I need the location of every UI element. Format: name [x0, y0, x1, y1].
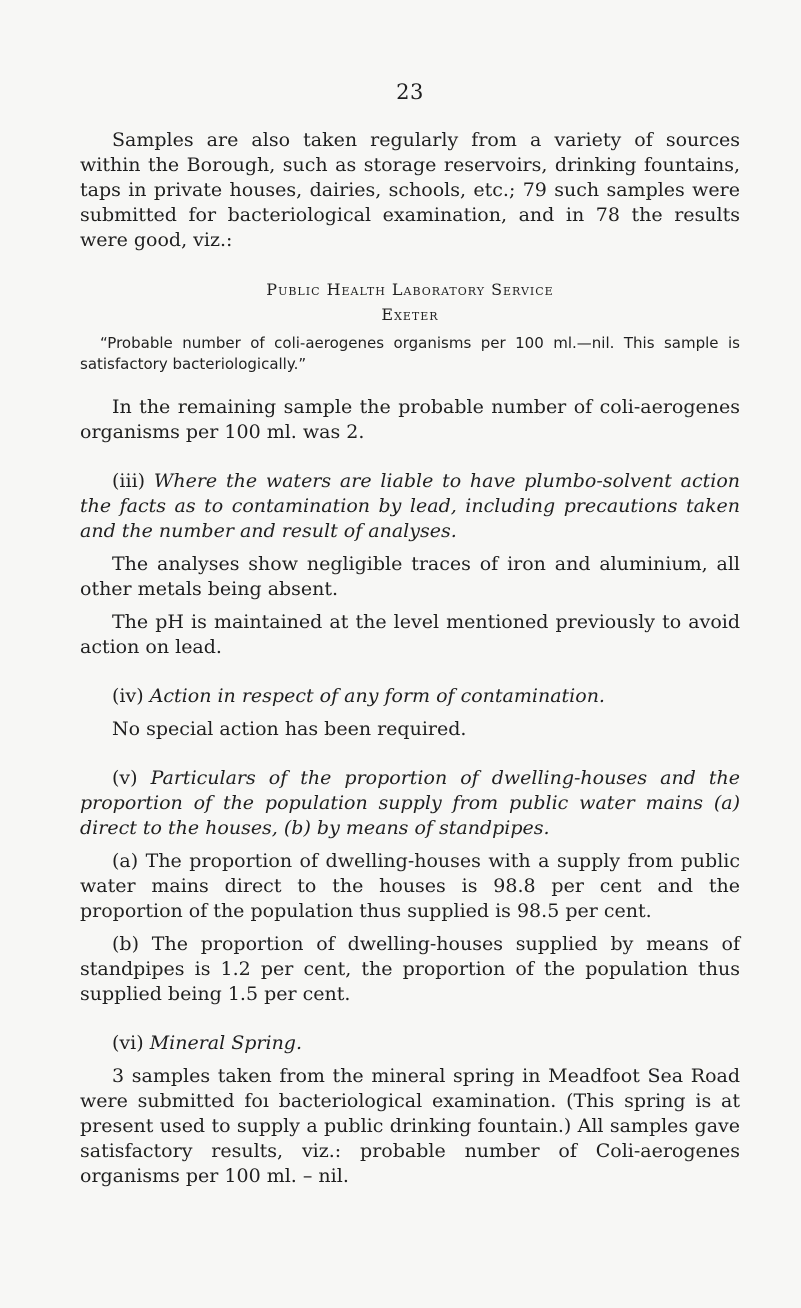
section-iii-paragraph-2: The pH is maintained at the level mentioned previously to avoid action on lead. — [80, 611, 740, 658]
section-iii-heading — [80, 469, 740, 544]
section-iii-label: (iii) — [112, 470, 146, 492]
section-vi-title: Mineral Spring. — [149, 1032, 303, 1054]
section-v-heading — [80, 766, 740, 841]
section-iv-paragraph: No special action has been required. — [112, 718, 467, 740]
page-number: 23 — [396, 80, 424, 104]
section-iv-label: (iv) — [112, 685, 144, 707]
section-vi-paragraph: 3 samples taken from the mineral spring in Meadfoot Sea Road were submitted foı bacteriological examination. (This spring is at present used to supply a public drinking fountain.) All samples gave satisfactory results, viz.: probable number of Coli-aerogenes organisms per 100 ml. – nil. — [80, 1065, 740, 1187]
laboratory-title: Public Health Laboratory Service — [266, 280, 554, 299]
section-vi-heading — [80, 1031, 740, 1056]
section-iv-heading — [80, 684, 740, 709]
section-v-paragraph-a: (a) The proportion of dwelling-houses with a supply from public water mains direct to the houses is 98.8 per cent and the proportion of the population thus supplied is 98.5 per cent. — [80, 850, 740, 922]
section-iv-title: Action in respect of any form of contamination. — [149, 685, 605, 707]
section-vi-label: (vi) — [112, 1032, 144, 1054]
remaining-sample-paragraph: In the remaining sample the probable number of coli-aerogenes organisms per 100 ml. was 2. — [80, 396, 740, 443]
section-iii-title: Where the waters are liable to have plumbo-solvent action the facts as to contamination by lead, including precautions taken and the number and result of analyses. — [80, 470, 740, 542]
intro-paragraph: Samples are also taken regularly from a variety of sources within the Borough, such as storage reservoirs, drinking fountains, taps in private houses, dairies, schools, etc.; 79 such samples were submitted for bacteriological examination, and in 78 the results were good, viz.: — [80, 129, 740, 251]
section-v-paragraph-b: (b) The proportion of dwelling-houses supplied by means of standpipes is 1.2 per cent, the proportion of the population thus supplied being 1.5 per cent. — [80, 933, 740, 1005]
section-v-title: Particulars of the proportion of dwelling-houses and the proportion of the population supply from public water mains (a) direct to the houses, (b) by means of standpipes. — [80, 767, 740, 839]
laboratory-location: Exeter — [381, 305, 439, 324]
document-page — [80, 80, 740, 1189]
section-v-label: (v) — [112, 767, 138, 789]
section-iii-paragraph-1: The analyses show negligible traces of iron and aluminium, all other metals being absent. — [80, 553, 740, 600]
laboratory-quote: “Probable number of coli-aerogenes organisms per 100 ml.—nil. This sample is satisfactory bacteriologically.” — [80, 334, 740, 373]
